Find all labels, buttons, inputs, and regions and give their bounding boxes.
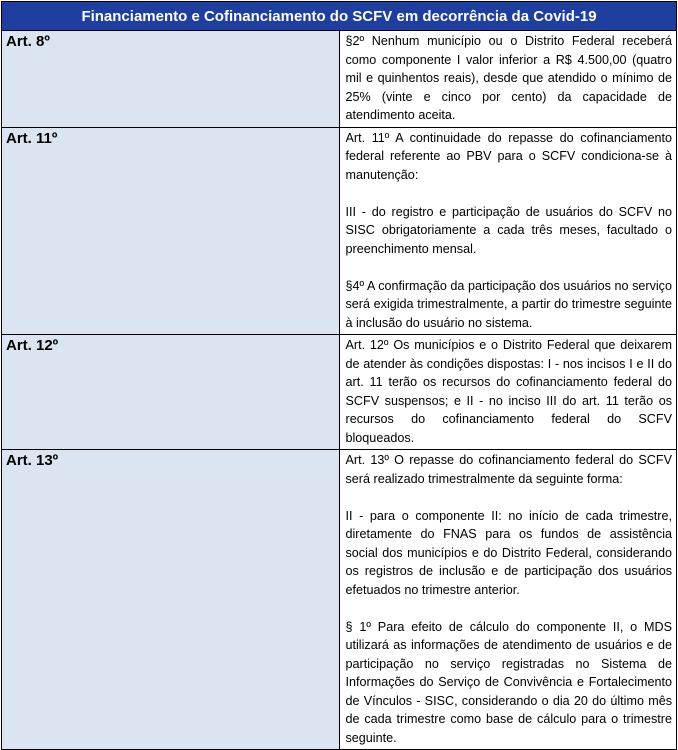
paragraph: Art. 11º A continuidade do repasse do cofinanciamento federal referente ao PBV para o SCFV condiciona-se à manutenção:: [345, 130, 672, 182]
table-row-art-8: [2, 31, 677, 128]
legislation-table: [1, 1, 677, 750]
table-header-row: [2, 2, 677, 31]
paragraph: Art. 12º Os municípios e o Distrito Federal que deixarem de atender às condições dispostas: I - nos incisos I e II do art. 11 terão os recursos do cofinanciamento federal do SCFV suspensos; e II - no inciso III do art. 11 terão os recursos do cofinanciamento federal do SCFV bloqueados.: [345, 338, 672, 445]
paragraph: III - do registro e participação de usuários do SCFV no SISC obrigatoriamente a cada três meses, facultado o preenchimento mensal.: [345, 204, 672, 256]
paragraph: Art. 13º O repasse do cofinanciamento federal do SCFV será realizado trimestralmente da seguinte forma:: [345, 453, 672, 486]
article-content: [339, 450, 677, 750]
paragraph: § 1º Para efeito de cálculo do componente II, o MDS utilizará as informações de atendimento de usuários e de participação no serviço registradas no Sistema de Informações do Serviço de Convivência e Fortalecimento de Vínculos - SISC, considerando o dia 20 do último mês de cada trimestre como base de cálculo para o trimestre seguinte.: [345, 619, 672, 745]
table-row-art-12: [2, 335, 677, 450]
paragraph: §4º A confirmação da participação dos usuários no serviço será exigida trimestralmente, a partir do trimestre seguinte à inclusão do usuário no sistema.: [345, 278, 672, 330]
table-row-art-13: [2, 450, 677, 750]
article-label: Art. 12º: [2, 335, 340, 450]
article-label: Art. 13º: [2, 450, 340, 750]
article-content: [339, 127, 677, 335]
article-content: [339, 335, 677, 450]
article-content: [339, 31, 677, 128]
table-row-art-11: [2, 127, 677, 335]
article-label: Art. 11º: [2, 127, 340, 335]
paragraph: II - para o componente II: no início de cada trimestre, diretamente do FNAS para os fundos de assistência social dos municípios e do Distrito Federal, considerando os registros de inclusão e de participação dos usuários efetuados no trimestre anterior.: [345, 508, 672, 597]
paragraph: §2º Nenhum município ou o Distrito Federal receberá como componente I valor inferior a R$ 4.500,00 (quatro mil e quinhentos reais), desde que atendido o mínimo de 25% (vinte e cinco por cento) da capacidade de atendimento aceita.: [345, 34, 672, 122]
article-label: Art. 8º: [2, 31, 340, 128]
table-title: Financiamento e Cofinanciamento do SCFV em decorrência da Covid-19: [2, 2, 677, 31]
